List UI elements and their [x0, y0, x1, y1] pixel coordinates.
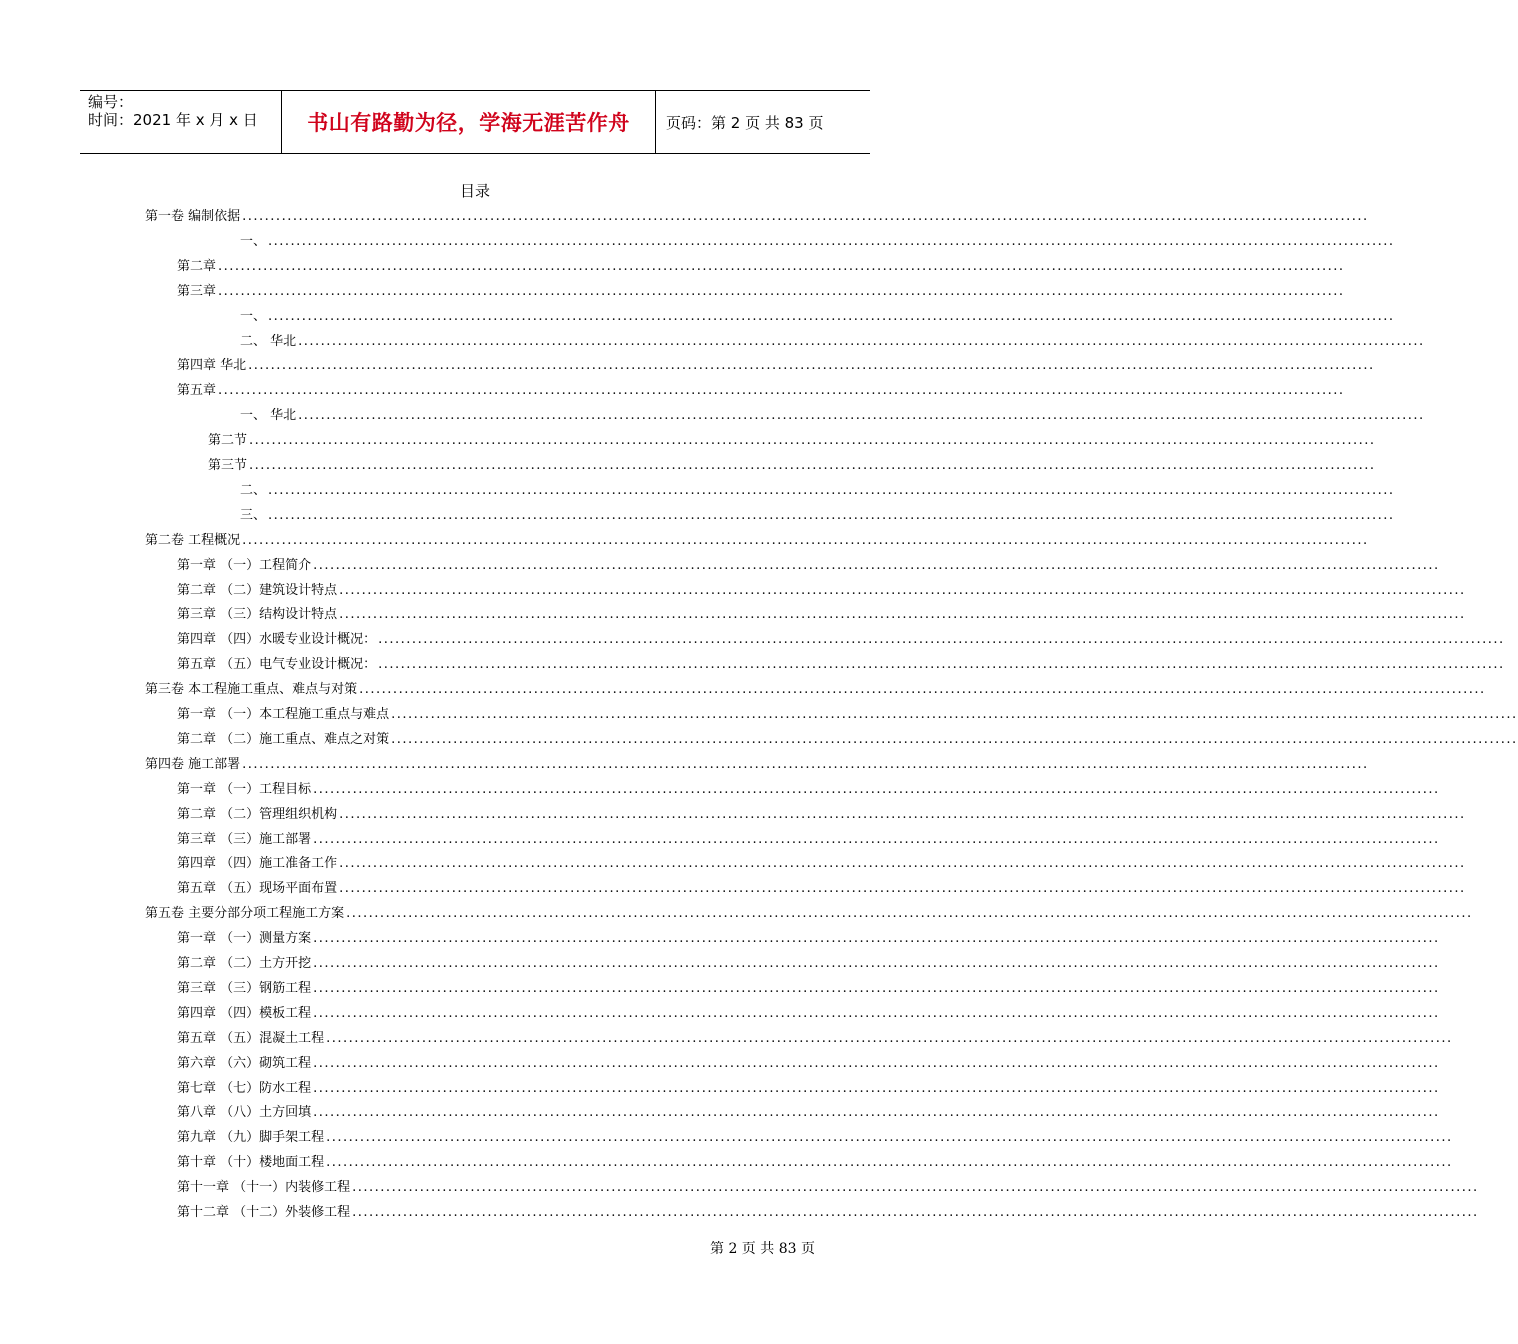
toc-entry-label: 第七章 （七）防水工程 [177, 1080, 312, 1096]
toc-entry[interactable] [177, 280, 1345, 300]
header-meta [80, 91, 282, 153]
toc-leader-dots: ........................................................................................................................................................................................................ [298, 408, 1425, 424]
toc-leader-dots: ........................................................................................................................................................................................................ [313, 1005, 1440, 1021]
toc-entry[interactable] [145, 902, 1473, 922]
toc-entry[interactable] [240, 305, 1395, 325]
toc-entry[interactable] [177, 703, 1518, 723]
toc-entry-label: 一、 [240, 233, 267, 249]
toc-leader-dots: ........................................................................................................................................................................................................ [298, 333, 1425, 349]
toc-entry[interactable] [177, 579, 1466, 599]
toc-leader-dots: ........................................................................................................................................................................................................ [391, 707, 1518, 722]
toc-title: 目录 [459, 182, 490, 200]
toc-entry-label: 第一章 （一）工程目标 [177, 781, 312, 797]
toc-entry-label: 第一章 （一）测量方案 [177, 931, 312, 947]
toc-entry[interactable] [177, 1201, 1479, 1221]
toc-entry[interactable] [177, 1052, 1440, 1072]
toc-entry[interactable] [177, 1077, 1440, 1097]
toc-leader-dots: ........................................................................................................................................................................................................ [249, 433, 1376, 449]
toc-entry[interactable] [177, 603, 1466, 623]
toc-entry[interactable] [177, 1101, 1440, 1121]
toc-entry-label: 第十一章 （十一）内装修工程 [177, 1180, 351, 1196]
toc-entry[interactable] [177, 1027, 1453, 1047]
toc-entry-label: 第二节 [208, 433, 248, 449]
toc-leader-dots: ........................................................................................................................................................................................................ [248, 358, 1375, 374]
toc-leader-dots: ........................................................................................................................................................................................................ [218, 383, 1345, 399]
toc-leader-dots: ........................................................................................................................................................................................................ [313, 831, 1440, 847]
toc-entry[interactable] [240, 330, 1425, 350]
toc-entry[interactable] [240, 404, 1425, 424]
page-header [80, 90, 870, 154]
toc-leader-dots: ........................................................................................................................................................................................................ [326, 1130, 1453, 1146]
toc-leader-dots: ........................................................................................................................................................................................................ [242, 756, 1369, 772]
toc-entry-label: 第四章 （四）模板工程 [177, 1005, 312, 1021]
toc-entry-label: 第三章 [177, 283, 217, 299]
toc-leader-dots: ........................................................................................................................................................................................................ [313, 1055, 1440, 1071]
toc-leader-dots: ........................................................................................................................................................................................................ [352, 1180, 1479, 1196]
toc-leader-dots: ........................................................................................................................................................................................................ [378, 657, 1505, 673]
toc-entry-label: 第一章 （一）工程简介 [177, 557, 312, 573]
toc-entry-label: 第五章 （五）现场平面布置 [177, 881, 338, 897]
toc-entry[interactable] [177, 778, 1440, 798]
toc-entry-label: 二、 华北 [240, 333, 297, 349]
page-footer: 第 2 页 共 83 页 [710, 1241, 815, 1257]
toc-entry-label: 一、 [240, 308, 267, 324]
toc-entry-label: 第三章 （三）施工部署 [177, 831, 312, 847]
toc-entry[interactable] [177, 653, 1505, 673]
toc-leader-dots: ........................................................................................................................................................................................................ [352, 1205, 1479, 1220]
toc-leader-dots: ........................................................................................................................................................................................................ [313, 1105, 1440, 1121]
toc-leader-dots: ........................................................................................................................................................................................................ [339, 881, 1466, 897]
toc-leader-dots: ........................................................................................................................................................................................................ [359, 682, 1486, 698]
toc-leader-dots: ........................................................................................................................................................................................................ [218, 258, 1345, 274]
toc-leader-dots: ........................................................................................................................................................................................................ [339, 856, 1466, 872]
toc-entry-label: 第五章 （五）混凝土工程 [177, 1030, 325, 1046]
toc-entry-label: 第一卷 编制依据 [145, 209, 241, 224]
toc-entry-label: 第三章 （三）钢筋工程 [177, 980, 312, 996]
toc-entry[interactable] [177, 1126, 1453, 1146]
toc-leader-dots: ........................................................................................................................................................................................................ [268, 308, 1395, 324]
toc-leader-dots: ........................................................................................................................................................................................................ [242, 532, 1369, 548]
toc-entry-label: 第五章 [177, 383, 217, 399]
toc-leader-dots: ........................................................................................................................................................................................................ [242, 209, 1369, 224]
toc-entry[interactable] [177, 1176, 1479, 1196]
toc-entry[interactable] [177, 803, 1466, 823]
toc-entry[interactable] [208, 429, 1376, 449]
toc-entry[interactable] [177, 255, 1345, 275]
toc-entry-label: 第六章 （六）砌筑工程 [177, 1055, 312, 1071]
toc-entry[interactable] [177, 852, 1466, 872]
toc-entry-label: 第二卷 工程概况 [145, 532, 241, 548]
toc-entry-label: 第四章 （四）水暖专业设计概况： [177, 632, 377, 648]
toc-entry-label: 三、 [240, 507, 267, 523]
toc-entry-label: 第十二章 （十二）外装修工程 [177, 1205, 351, 1220]
toc-entry-label: 一、 华北 [240, 408, 297, 424]
toc-entry-label: 二、 [240, 482, 267, 498]
toc-leader-dots: ........................................................................................................................................................................................................ [339, 806, 1466, 822]
toc-entry[interactable] [177, 628, 1505, 648]
toc-leader-dots: ........................................................................................................................................................................................................ [378, 632, 1505, 648]
toc-entry[interactable] [177, 952, 1440, 972]
toc-entry[interactable] [145, 753, 1369, 773]
toc-entry-label: 第十章 （十）楼地面工程 [177, 1155, 325, 1171]
toc-entry[interactable] [240, 504, 1395, 524]
toc-entry[interactable] [145, 529, 1369, 549]
toc-entry-label: 第三卷 本工程施工重点、难点与对策 [145, 682, 358, 698]
toc-leader-dots: ........................................................................................................................................................................................................ [313, 1080, 1440, 1096]
toc-entry[interactable] [177, 554, 1440, 574]
toc-leader-dots: ........................................................................................................................................................................................................ [218, 283, 1345, 299]
toc-entry-label: 第五卷 主要分部分项工程施工方案 [145, 906, 345, 922]
toc-entry-label: 第一章 （一）本工程施工重点与难点 [177, 707, 390, 722]
toc-leader-dots: ........................................................................................................................................................................................................ [339, 582, 1466, 598]
toc-entry-label: 第二章 （二）土方开挖 [177, 956, 312, 971]
toc-leader-dots: ........................................................................................................................................................................................................ [339, 607, 1466, 623]
toc-entry[interactable] [208, 454, 1376, 474]
toc-entry-label: 第二章 [177, 258, 217, 274]
toc-entry-label: 第五章 （五）电气专业设计概况： [177, 657, 377, 673]
toc-entry[interactable] [145, 205, 1369, 225]
toc-entry-label: 第三节 [208, 458, 248, 473]
header-motto: 书山有路勤为径，学海无涯苦作舟 [282, 91, 656, 153]
toc-entry-label: 第二章 （二）管理组织机构 [177, 806, 338, 822]
toc-entry-label: 第四卷 施工部署 [145, 756, 241, 772]
toc-entry[interactable] [240, 230, 1395, 250]
toc-leader-dots: ........................................................................................................................................................................................................ [268, 482, 1395, 498]
toc-leader-dots: ........................................................................................................................................................................................................ [313, 980, 1440, 996]
toc-entry[interactable] [177, 728, 1518, 748]
toc-leader-dots: ........................................................................................................................................................................................................ [346, 906, 1473, 922]
toc-leader-dots: ........................................................................................................................................................................................................ [268, 507, 1395, 523]
toc-leader-dots: ........................................................................................................................................................................................................ [391, 731, 1518, 747]
toc-entry-label: 第四章 （四）施工准备工作 [177, 856, 338, 872]
toc-entry[interactable] [177, 379, 1345, 399]
toc-entry[interactable] [177, 1002, 1440, 1022]
toc-entry-label: 第二章 （二）施工重点、难点之对策 [177, 731, 390, 747]
toc-entry-label: 第八章 （八）土方回填 [177, 1105, 312, 1121]
toc-leader-dots: ........................................................................................................................................................................................................ [313, 956, 1440, 971]
toc-entry[interactable] [240, 479, 1395, 499]
toc-leader-dots: ........................................................................................................................................................................................................ [313, 931, 1440, 947]
toc-entry[interactable] [177, 1151, 1453, 1171]
toc-entry[interactable] [177, 877, 1466, 897]
toc-entry[interactable] [177, 927, 1440, 947]
toc-leader-dots: ........................................................................................................................................................................................................ [268, 233, 1395, 249]
toc-entry[interactable] [177, 977, 1440, 997]
toc-entry-label: 第四章 华北 [177, 358, 247, 374]
toc-leader-dots: ........................................................................................................................................................................................................ [313, 557, 1440, 573]
document-number-label: 编号： [88, 93, 134, 111]
toc-entry-label: 第九章 （九）脚手架工程 [177, 1130, 325, 1146]
toc-leader-dots: ........................................................................................................................................................................................................ [326, 1155, 1453, 1171]
toc-leader-dots: ........................................................................................................................................................................................................ [326, 1030, 1453, 1046]
toc-entry-label: 第二章 （二）建筑设计特点 [177, 582, 338, 598]
toc-leader-dots: ........................................................................................................................................................................................................ [313, 781, 1440, 797]
document-time-label: 时间：2021 年 x 月 x 日 [88, 111, 258, 129]
toc-entry[interactable] [145, 678, 1486, 698]
toc-entry[interactable] [177, 828, 1440, 848]
header-page-label: 页码：第 2 页 共 83 页 [666, 113, 824, 132]
toc-leader-dots: ........................................................................................................................................................................................................ [249, 458, 1376, 473]
toc-entry[interactable] [177, 354, 1375, 374]
toc-entry-label: 第三章 （三）结构设计特点 [177, 607, 338, 623]
